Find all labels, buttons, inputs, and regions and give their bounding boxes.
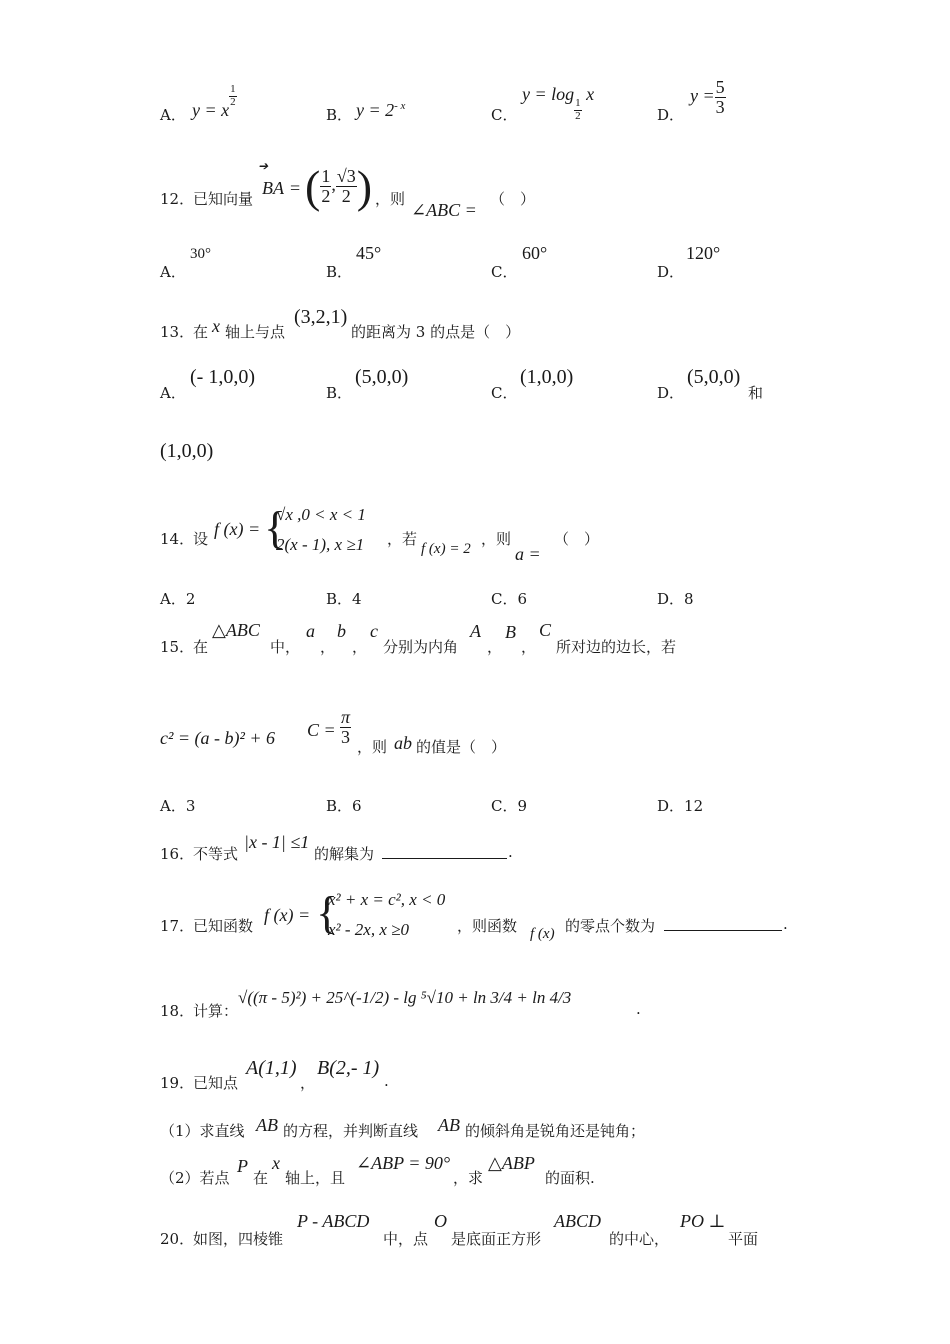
q13-option-b-value: (5,0,0) xyxy=(355,366,409,388)
q14-text-1: 设 xyxy=(193,530,209,548)
q20-number: 20． xyxy=(160,1230,195,1248)
q15-angle-b: B xyxy=(505,622,516,642)
q17-text-2: ，则函数 xyxy=(457,917,518,935)
q15-option-d: D．12 xyxy=(657,797,704,815)
q16-expr: |x - 1| ≤1 xyxy=(244,832,310,852)
q20-text-5: 平面 xyxy=(728,1230,759,1248)
q14-number: 14． xyxy=(160,530,195,548)
q19-dot: . xyxy=(384,1072,389,1090)
q19-comma: ， xyxy=(300,1074,316,1092)
q19-part-2-text-c: 轴上，且 xyxy=(285,1169,346,1187)
q12-text-2: ，则 xyxy=(375,190,406,208)
vector-arrow-icon: ➔ xyxy=(258,159,269,173)
q20-text-1: 如图，四棱锥 xyxy=(193,1230,284,1248)
q13-option-d-extra: (1,0,0) xyxy=(160,440,214,462)
q15-option-a: A．3 xyxy=(160,797,196,815)
q19-part-2-text-d: ，求 xyxy=(453,1169,484,1187)
q20-text-2: 中，点 xyxy=(383,1230,429,1248)
q16-text-2: 的解集为 xyxy=(314,845,375,863)
q15-option-c: C．9 xyxy=(491,797,528,815)
q14-answer: a = xyxy=(515,544,541,564)
q13-option-c-label: C． xyxy=(491,384,518,402)
q15-pi-over-3: $\frac{\pi}{3}$ xyxy=(341,707,351,747)
q15-comma-4: ， xyxy=(521,638,537,656)
q13-var: x xyxy=(212,316,220,336)
q19-number: 19． xyxy=(160,1074,195,1092)
q18-number: 18． xyxy=(160,1002,195,1020)
q14-option-b: B．4 xyxy=(326,590,362,608)
q19-point-b: B(2,- 1) xyxy=(317,1057,380,1079)
q15-text-1: 在 xyxy=(193,638,209,656)
q14-option-c: C．6 xyxy=(491,590,528,608)
q12-option-a-label: A． xyxy=(160,263,186,281)
q14-f: f (x) = xyxy=(214,519,261,539)
q20-text-3: 是底面正方形 xyxy=(451,1230,542,1248)
q17-f: f (x) = xyxy=(264,905,311,925)
q14-case-1: √x ,0 < x < 1 xyxy=(276,505,366,524)
q13-text-3: 的距离为 3 的点是（ ） xyxy=(351,323,521,341)
q15-comma-3: ， xyxy=(487,638,503,656)
q17-brace: { xyxy=(316,887,339,938)
q12-option-a-value: 30° xyxy=(190,246,211,262)
q17-text-3: 的零点个数为 xyxy=(565,917,656,935)
q12-option-d-label: D． xyxy=(657,263,685,281)
q15-comma-2: ， xyxy=(352,638,368,656)
q15-text-3: 分别为内角 xyxy=(383,638,459,656)
q13-text-1: 在 xyxy=(193,323,209,341)
q19-part-2-text-e: 的面积. xyxy=(545,1169,595,1187)
q13-text-2: 轴上与点 xyxy=(225,323,286,341)
q15-comma-1: ， xyxy=(320,638,336,656)
q13-option-a-label: A． xyxy=(160,384,186,402)
q11-option-a-label: A． xyxy=(160,106,186,124)
q15-side-b: b xyxy=(337,621,346,641)
q13-option-b-label: B． xyxy=(326,384,353,402)
q12-option-c-value: 60° xyxy=(522,243,548,263)
q20-text-4: 的中心， xyxy=(609,1230,670,1248)
q12-option-b-value: 45° xyxy=(356,243,382,263)
q16-dot: . xyxy=(508,843,513,861)
q17-text-1: 已知函数 xyxy=(193,917,254,935)
q15-angle-c: C xyxy=(539,620,552,640)
q20-point-o: O xyxy=(434,1211,447,1231)
q16-text-1: 不等式 xyxy=(193,845,239,863)
q19-text-1: 已知点 xyxy=(193,1074,239,1092)
q12-option-d-value: 120° xyxy=(686,243,721,263)
q12-paren: （ ） xyxy=(490,190,536,208)
q20-square: ABCD xyxy=(554,1211,601,1231)
q15-side-c: c xyxy=(370,621,378,641)
q17-case-1: x² + x = c², x < 0 xyxy=(328,890,446,909)
q14-condition: f (x) = 2 xyxy=(421,541,471,557)
q15-side-a: a xyxy=(306,621,315,641)
q13-option-d-value: (5,0,0) xyxy=(687,366,741,388)
q11-option-d-label: D． xyxy=(657,106,685,124)
q19-part-2-triangle: △ABP xyxy=(488,1153,535,1173)
q15-triangle: △ABC xyxy=(212,620,260,640)
q12-equals: = xyxy=(290,178,301,198)
q11-option-d-expr: y = $\frac{5}{3}$ xyxy=(690,77,725,117)
q18-expression: √((π - 5)²) + 25^(-1/2) - lg ⁵√10 + ln 3/4 + ln 4/3 xyxy=(238,988,572,1007)
q13-and: 和 xyxy=(748,384,764,402)
q12-vector-value: ( $\frac{1}{2}$ , $\frac{√3}{2}$ ) xyxy=(305,161,373,212)
q14-case-2: 2(x - 1), x ≥1 xyxy=(276,535,365,554)
q13-option-d-label: D． xyxy=(657,384,685,402)
q16-number: 16． xyxy=(160,845,195,863)
q17-f2: f (x) xyxy=(530,926,555,942)
q13-number: 13． xyxy=(160,323,195,341)
q13-point: (3,2,1) xyxy=(294,306,348,328)
q16-answer-blank[interactable] xyxy=(382,844,507,859)
q19-part-2-text-a: （2）若点 xyxy=(160,1169,230,1187)
q14-paren: （ ） xyxy=(554,530,600,548)
q20-pyramid: P - ABCD xyxy=(297,1211,370,1231)
q19-part-1-text-a: （1）求直线 xyxy=(160,1122,245,1140)
q15-option-b: B．6 xyxy=(326,797,362,815)
q14-option-a: A．2 xyxy=(160,590,196,608)
q15-ab: ab xyxy=(394,733,412,753)
q15-equation-2: C = xyxy=(307,720,336,740)
q18-text-1: 计算： xyxy=(193,1002,239,1020)
q15-text-5: ，则 xyxy=(357,738,388,756)
q13-option-c-value: (1,0,0) xyxy=(520,366,574,388)
q15-number: 15． xyxy=(160,638,195,656)
q15-text-4: 所对边的边长，若 xyxy=(556,638,677,656)
q15-equation-1: c² = (a - b)² + 6 xyxy=(160,728,276,748)
q19-part-2-text-b: 在 xyxy=(253,1169,269,1187)
q15-text-6: 的值是（ ） xyxy=(416,738,507,756)
q19-part-2-angle: ∠ABP = 90° xyxy=(356,1153,451,1173)
q19-part-2-p: P xyxy=(237,1156,248,1176)
q11-option-c-label: C． xyxy=(491,106,518,124)
q19-part-1-text-c: 的倾斜角是锐角还是钝角； xyxy=(465,1122,646,1140)
q13-option-a-value: (- 1,0,0) xyxy=(190,366,255,388)
q12-option-b-label: B． xyxy=(326,263,353,281)
q17-dot: . xyxy=(783,915,788,933)
q17-number: 17． xyxy=(160,917,195,935)
q18-dot: . xyxy=(636,1000,641,1018)
q14-option-d: D．8 xyxy=(657,590,694,608)
q12-vector: BA xyxy=(262,178,284,198)
q20-po-perp: PO ⊥ xyxy=(680,1211,726,1231)
q12-text-1: 已知向量 xyxy=(193,190,254,208)
q14-brace: { xyxy=(264,502,287,553)
q15-text-2: 中， xyxy=(270,638,301,656)
q19-part-1-text-b: 的方程，并判断直线 xyxy=(283,1122,419,1140)
q12-angle: ∠ABC = xyxy=(411,200,477,220)
q17-case-2: x² - 2x, x ≥0 xyxy=(328,920,409,939)
q11-option-b-label: B． xyxy=(326,106,353,124)
q19-part-1-ab-2: AB xyxy=(438,1115,460,1135)
q11-option-a-expr: y = x $\frac{1}{2}$ xyxy=(192,83,236,121)
q17-answer-blank[interactable] xyxy=(664,916,782,931)
q11-option-b-expr: $y = 2^{- x}$ xyxy=(356,100,406,120)
q19-part-1-ab-1: AB xyxy=(256,1115,278,1135)
q14-text-3: ，则 xyxy=(481,530,512,548)
q11-option-c-expr: y = log $\frac{1}{2}$ x xyxy=(522,84,595,122)
q19-point-a: A(1,1) xyxy=(246,1057,297,1079)
q12-number: 12． xyxy=(160,190,195,208)
q15-angle-a: A xyxy=(470,621,481,641)
q12-option-c-label: C． xyxy=(491,263,518,281)
q14-text-2: ，若 xyxy=(387,530,418,548)
q19-part-2-x: x xyxy=(272,1153,280,1173)
